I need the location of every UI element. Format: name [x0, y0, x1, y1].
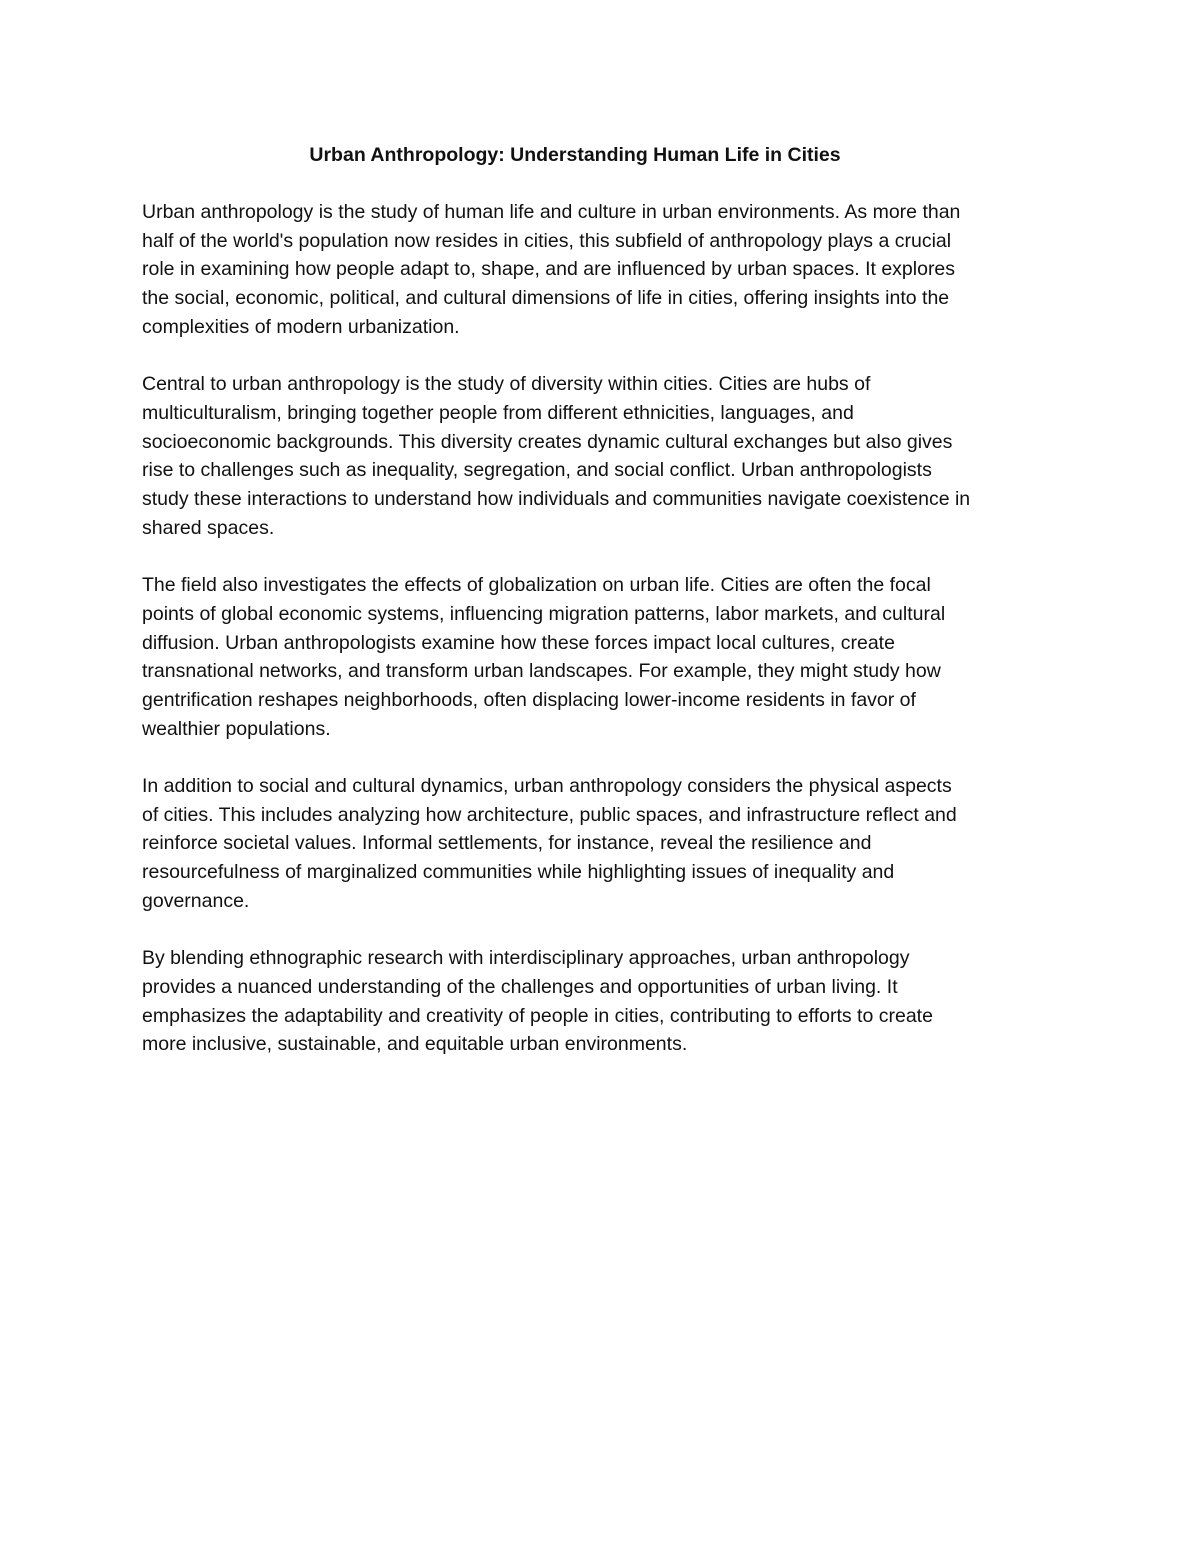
paragraph-1 [142, 198, 1072, 342]
text-line: transnational networks, and transform urban landscapes. For example, they might study how [142, 660, 941, 683]
paragraph-2 [142, 370, 1072, 542]
text-line: governance. [142, 889, 250, 912]
text-line: Urban anthropology is the study of human life and culture in urban environments. As more than [142, 201, 961, 223]
text-line: multiculturalism, bringing together people from different ethnicities, languages, and [142, 401, 854, 424]
text-line: points of global economic systems, influencing migration patterns, labor markets, and cultural [142, 602, 946, 625]
text-line: In addition to social and cultural dynamics, urban anthropology considers the physical aspects [142, 775, 952, 798]
text-line: shared spaces. [142, 516, 275, 539]
text-line: emphasizes the adaptability and creativity of people in cities, contributing to efforts to create [142, 1004, 933, 1027]
text-line: socioeconomic backgrounds. This diversity creates dynamic cultural exchanges but also gives [142, 430, 953, 453]
paragraph-5 [142, 944, 1072, 1059]
text-line: gentrification reshapes neighborhoods, often displacing lower-income residents in favor of [142, 688, 916, 711]
text-line: the social, economic, political, and cultural dimensions of life in cities, offering insights into the [142, 287, 950, 310]
text-line: diffusion. Urban anthropologists examine how these forces impact local cultures, create [142, 631, 895, 654]
paragraph-3 [142, 571, 1072, 743]
text-line: Central to urban anthropology is the study of diversity within cities. Cities are hubs of [142, 373, 871, 396]
document-title: Urban Anthropology: Understanding Human Life in Cities [309, 144, 841, 166]
text-line: role in examining how people adapt to, shape, and are influenced by urban spaces. It explores [142, 258, 956, 281]
document-body [142, 198, 1072, 1088]
text-line: half of the world's population now resides in cities, this subfield of anthropology plays a crucial [142, 229, 952, 252]
paragraph-4 [142, 772, 1072, 916]
text-line: provides a nuanced understanding of the challenges and opportunities of urban living. It [142, 975, 898, 998]
text-line: complexities of modern urbanization. [142, 315, 460, 338]
text-line: wealthier populations. [142, 717, 331, 740]
text-line: study these interactions to understand how individuals and communities navigate coexistence in [142, 488, 971, 511]
text-line: more inclusive, sustainable, and equitable urban environments. [142, 1033, 688, 1056]
text-line: By blending ethnographic research with interdisciplinary approaches, urban anthropology [142, 947, 910, 970]
text-line: The field also investigates the effects of globalization on urban life. Cities are often the focal [142, 574, 931, 597]
text-line: resourcefulness of marginalized communities while highlighting issues of inequality and [142, 861, 895, 884]
text-line: reinforce societal values. Informal settlements, for instance, reveal the resilience and [142, 832, 872, 855]
text-line: of cities. This includes analyzing how architecture, public spaces, and infrastructure reflect and [142, 803, 957, 826]
text-line: rise to challenges such as inequality, segregation, and social conflict. Urban anthropologists [142, 459, 932, 482]
